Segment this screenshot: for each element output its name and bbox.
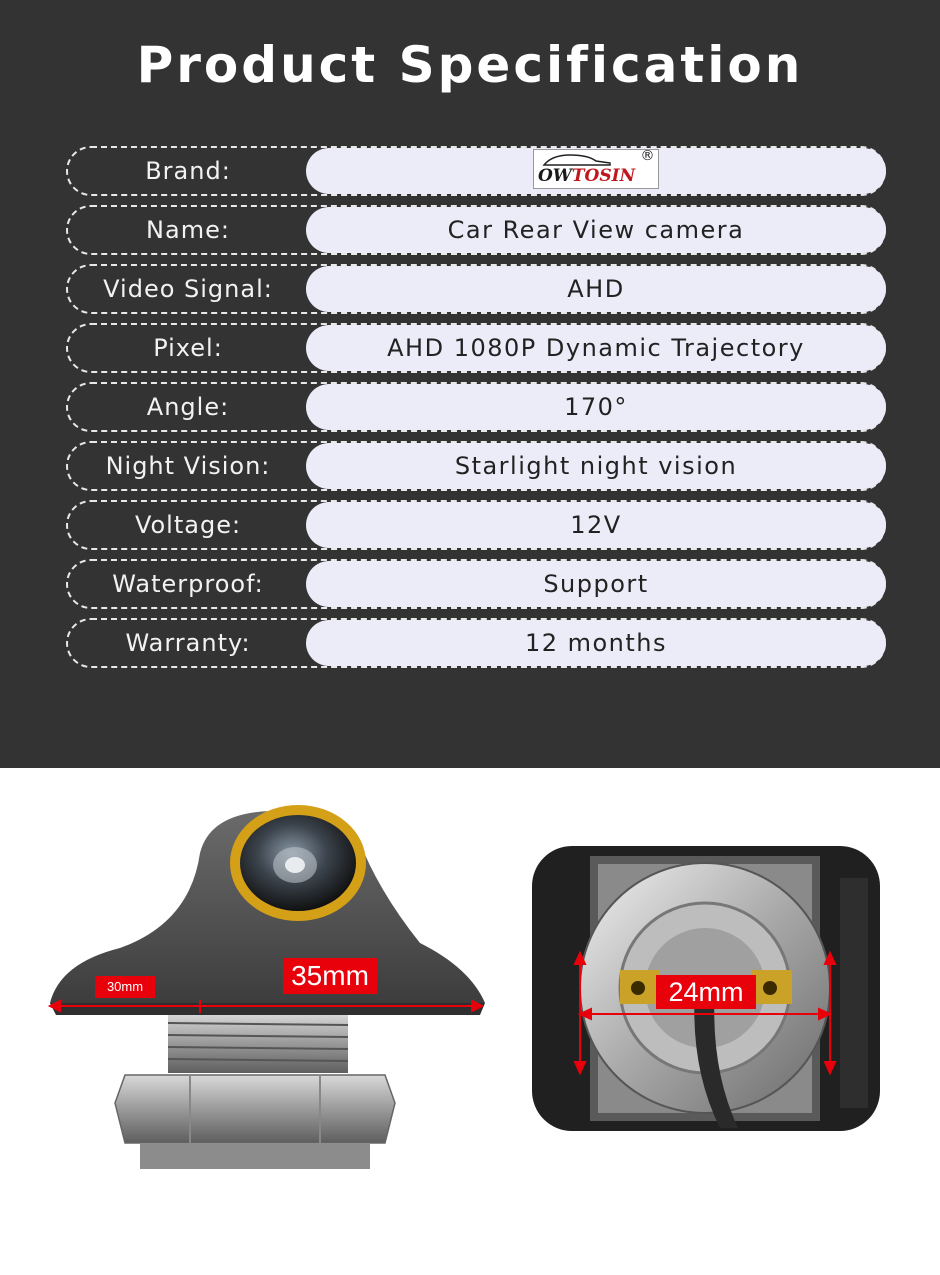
spec-label: Waterproof: (112, 570, 264, 598)
spec-row-voltage (66, 500, 886, 550)
spec-row-angle (66, 382, 886, 432)
spec-label: Brand: (145, 157, 231, 185)
spec-value (306, 148, 886, 194)
spec-label: Voltage: (134, 511, 242, 539)
page-title: Product Specification (136, 36, 804, 94)
spec-label: Angle: (146, 393, 230, 421)
spec-value: AHD (306, 266, 886, 312)
brand-logo (533, 149, 659, 189)
spec-row-pixel (66, 323, 886, 373)
spec-row-night-vision (66, 441, 886, 491)
dimension-tag-30mm: 30mm (95, 976, 155, 998)
spec-row-video-signal (66, 264, 886, 314)
spec-row-brand (66, 146, 886, 196)
spec-value: Support (306, 561, 886, 607)
spec-value: 12V (306, 502, 886, 548)
camera-back-view-image (520, 838, 890, 1208)
spec-row-warranty (66, 618, 886, 668)
spec-value: 12 months (306, 620, 886, 666)
spec-label: Warranty: (125, 629, 251, 657)
spec-label: Name: (146, 216, 230, 244)
spec-value: AHD 1080P Dynamic Trajectory (306, 325, 886, 371)
spec-value: Starlight night vision (306, 443, 886, 489)
spec-label: Night Vision: (105, 452, 271, 480)
spec-row-waterproof (66, 559, 886, 609)
spec-value: Car Rear View camera (306, 207, 886, 253)
car-silhouette-icon (542, 153, 612, 167)
brand-logo-text: OWTOSIN (538, 166, 636, 186)
camera-side-view-image (40, 803, 500, 1223)
spec-label: Pixel: (153, 334, 223, 362)
spec-label: Video Signal: (103, 275, 273, 303)
dimension-tag-35mm: 35mm (283, 958, 377, 994)
dimension-tag-24mm: 24mm (656, 975, 756, 1009)
spec-row-name (66, 205, 886, 255)
spec-value: 170° (306, 384, 886, 430)
product-photos (0, 768, 940, 1275)
registered-mark: ® (640, 148, 656, 164)
